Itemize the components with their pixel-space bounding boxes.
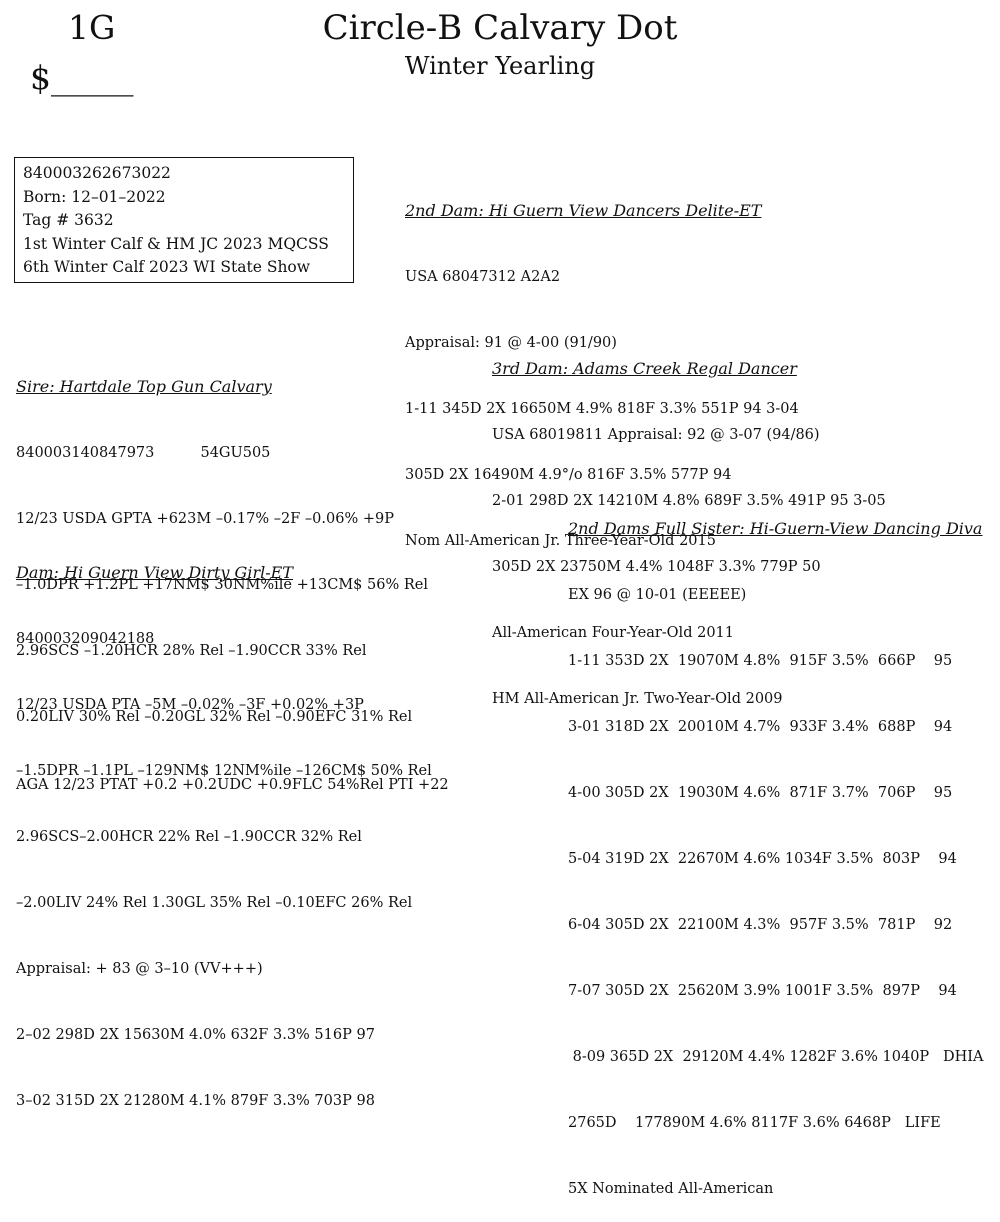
info-line: 0.20LIV 30% Rel –0.20GL 32% Rel –0.90EFC 31% Rel	[16, 709, 413, 725]
info-line: –2.00LIV 24% Rel 1.30GL 35% Rel –0.10EFC 26% Rel	[16, 895, 413, 911]
info-line: –1.5DPR –1.1PL –129NM$ 12NM%ile –126CM$ 50% Rel	[16, 763, 432, 779]
info-line: 12/23 USDA PTA –5M –0.02% –3F +0.02% +3P	[16, 697, 364, 713]
info-line: All-American Four-Year-Old 2011	[492, 625, 734, 641]
info-line: Appraisal: + 83 @ 3–10 (VV+++)	[16, 961, 263, 977]
info-line: 305D 2X 16490M 4.9°/o 816F 3.5% 577P 94	[405, 467, 732, 483]
full-sister-heading: 2nd Dams Full Sister: Hi-Guern-View Dancing Diva	[568, 519, 983, 538]
info-line: 5X Nominated All-American	[568, 1181, 774, 1197]
id-line: Born: 12–01–2022	[23, 187, 166, 206]
info-line: 12/23 USDA GPTA +623M –0.17% –2F –0.06% +9P	[16, 511, 394, 527]
page-subtitle: Winter Yearling	[404, 52, 596, 80]
lifetime-row: 2765D 177890M 4.6% 8117F 3.6% 6468P LIFE	[568, 1115, 941, 1131]
info-line: USA 68019811 Appraisal: 92 @ 3-07 (94/86)	[492, 427, 820, 443]
lactation-row: 8-09 365D 2X 29120M 4.4% 1282F 3.6% 1040P DHIA	[568, 1049, 984, 1065]
info-line: 2–02 298D 2X 15630M 4.0% 632F 3.3% 516P 97	[16, 1027, 375, 1043]
third-dam-heading: 3rd Dam: Adams Creek Regal Dancer	[492, 359, 797, 378]
info-line: 305D 2X 23750M 4.4% 1048F 3.3% 779P 50	[492, 559, 821, 575]
info-line: 2.96SCS –1.20HCR 28% Rel –1.90CCR 33% Rel	[16, 643, 367, 659]
lactation-row: 4-00 305D 2X 19030M 4.6% 871F 3.7% 706P 95	[568, 785, 953, 801]
lactation-row: 3-01 318D 2X 20010M 4.7% 933F 3.4% 688P 94	[568, 719, 953, 735]
second-dam-heading: 2nd Dam: Hi Guern View Dancers Delite-ET	[405, 201, 762, 220]
info-line: 3–02 315D 2X 21280M 4.1% 879F 3.3% 703P 98	[16, 1093, 375, 1109]
info-line: 1-11 345D 2X 16650M 4.9% 818F 3.3% 551P 94 3-04	[405, 401, 799, 417]
info-line: –1.0DPR +1.2PL +17NM$ 30NM%ile +13CM$ 56% Rel	[16, 577, 428, 593]
info-line: 840003209042188	[16, 631, 155, 647]
info-line: AGA 12/23 PTAT +0.2 +0.2UDC +0.9FLC 54%Rel PTI +22	[16, 777, 449, 793]
sire-heading: Sire: Hartdale Top Gun Calvary	[16, 377, 272, 396]
dam-block	[16, 518, 432, 1134]
info-line: 2-01 298D 2X 14210M 4.8% 689F 3.5% 491P 95 3-05	[492, 493, 886, 509]
info-line: Appraisal: 91 @ 4-00 (91/90)	[405, 335, 617, 351]
lactation-row: 1-11 353D 2X 19070M 4.8% 915F 3.5% 666P 95	[568, 653, 953, 669]
info-line: USA 68047312 A2A2	[405, 269, 561, 285]
info-line: EX 96 @ 10-01 (EEEEE)	[568, 587, 747, 603]
animal-id-box	[14, 157, 354, 283]
info-line: 840003140847973 54GU505	[16, 445, 271, 461]
full-sister-block	[568, 474, 983, 1222]
id-line: Tag # 3632	[23, 211, 114, 229]
info-line: HM All-American Jr. Two-Year-Old 2009	[492, 691, 783, 707]
info-line: Nom All-American Jr. Three-Year-Old 2015	[405, 533, 716, 549]
lactation-row: 7-07 305D 2X 25620M 3.9% 1001F 3.5% 897P 94	[568, 983, 957, 999]
id-line: 6th Winter Calf 2023 WI State Show	[23, 258, 311, 276]
id-line: 840003262673022	[23, 164, 171, 182]
lactation-row: 5-04 319D 2X 22670M 4.6% 1034F 3.5% 803P 94	[568, 851, 957, 867]
lactation-row: 6-04 305D 2X 22100M 4.3% 957F 3.5% 781P 92	[568, 917, 953, 933]
id-line: 1st Winter Calf & HM JC 2023 MQCSS	[23, 234, 329, 253]
dam-heading: Dam: Hi Guern View Dirty Girl-ET	[16, 563, 293, 582]
lot-number: 1G	[68, 8, 116, 47]
price-line: $_____	[30, 58, 134, 97]
info-line: 2.96SCS–2.00HCR 22% Rel –1.90CCR 32% Rel	[16, 829, 362, 845]
page-title: Circle-B Calvary Dot	[322, 8, 678, 48]
